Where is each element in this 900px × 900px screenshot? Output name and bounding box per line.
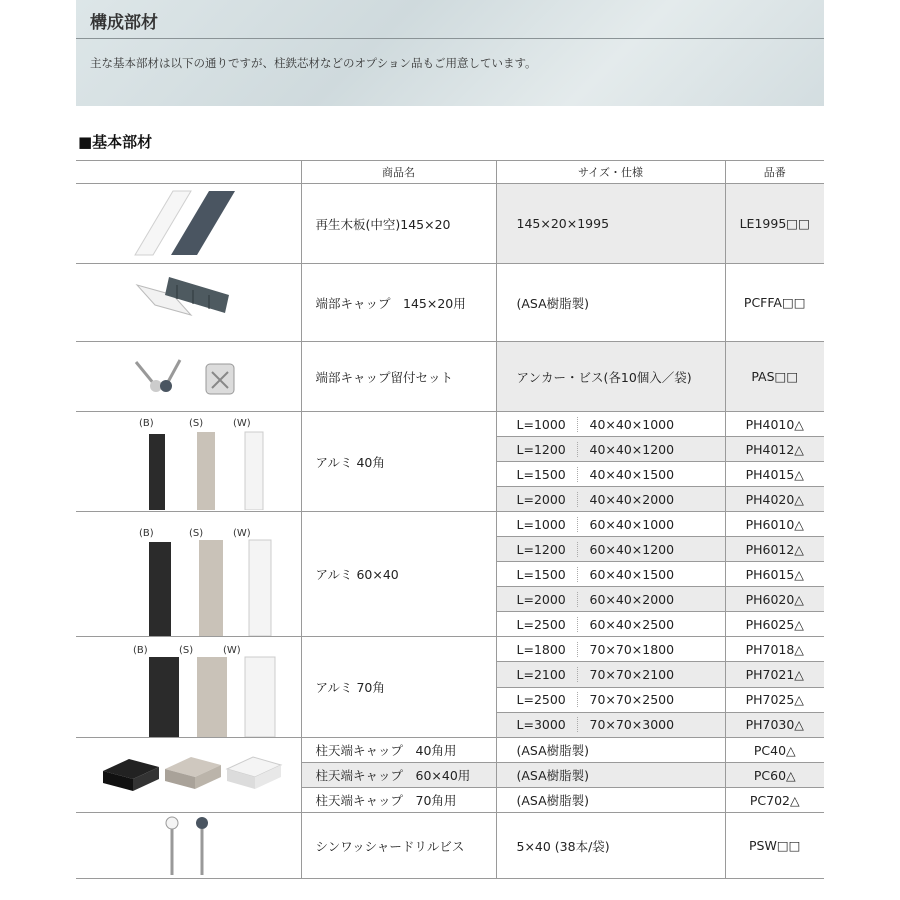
product-code: PH4010△ xyxy=(725,412,824,437)
table-row xyxy=(76,512,824,537)
size-spec: L=1000 40×40×1000 xyxy=(496,412,725,437)
product-code: PH4012△ xyxy=(725,437,824,462)
alu-60x40-image xyxy=(76,512,301,637)
table-row xyxy=(76,184,824,264)
table-row xyxy=(76,738,824,763)
product-name: アルミ 70角 xyxy=(301,637,496,738)
product-spec: 5×40 (38本/袋) xyxy=(496,813,725,879)
size-spec: L=1500 60×40×1500 xyxy=(496,562,725,587)
size-spec: L=2500 70×70×2500 xyxy=(496,687,725,712)
product-spec: (ASA樹脂製) xyxy=(496,264,725,342)
header-code: 品番 xyxy=(725,161,824,184)
color-label-b: (B) xyxy=(139,418,154,429)
product-spec: 145×20×1995 xyxy=(496,184,725,264)
color-label-s: (S) xyxy=(189,528,204,539)
product-code: PH6020△ xyxy=(725,587,824,612)
product-code: PH6015△ xyxy=(725,562,824,587)
product-code: PH6012△ xyxy=(725,537,824,562)
table-row xyxy=(76,342,824,412)
product-code: PH6025△ xyxy=(725,612,824,637)
product-spec: (ASA樹脂製) xyxy=(496,788,725,813)
size-spec: L=1200 60×40×1200 xyxy=(496,537,725,562)
product-name: アルミ 60×40 xyxy=(301,512,496,637)
banner-title: 構成部材 xyxy=(90,13,158,33)
product-code: PH4020△ xyxy=(725,487,824,512)
product-code: PSW□□ xyxy=(725,813,824,879)
color-label-w: (W) xyxy=(223,645,241,656)
size-spec: L=2500 60×40×2500 xyxy=(496,612,725,637)
header-name: 商品名 xyxy=(301,161,496,184)
color-label-b: (B) xyxy=(139,528,154,539)
color-label-w: (W) xyxy=(233,418,251,429)
alu-40-image xyxy=(76,412,301,512)
banner-description: 主な基本部材は以下の通りですが、柱鉄芯材などのオプション品もご用意しています。 xyxy=(90,56,537,70)
product-name: 柱天端キャップ 60×40用 xyxy=(301,763,496,788)
table-row xyxy=(76,264,824,342)
board-image xyxy=(76,184,301,264)
table-row xyxy=(76,813,824,879)
color-label-s: (S) xyxy=(189,418,204,429)
parts-table xyxy=(76,160,824,879)
product-spec: (ASA樹脂製) xyxy=(496,763,725,788)
product-code: PH7025△ xyxy=(725,687,824,712)
product-name: アルミ 40角 xyxy=(301,412,496,512)
color-label-w: (W) xyxy=(233,528,251,539)
product-code: PC40△ xyxy=(725,738,824,763)
product-name: 端部キャップ留付セット xyxy=(301,342,496,412)
header-spec: サイズ・仕様 xyxy=(496,161,725,184)
product-spec: (ASA樹脂製) xyxy=(496,738,725,763)
size-spec: L=2100 70×70×2100 xyxy=(496,662,725,687)
size-spec: L=3000 70×70×3000 xyxy=(496,712,725,737)
size-spec: L=1200 40×40×1200 xyxy=(496,437,725,462)
table-row xyxy=(76,412,824,437)
product-code: LE1995□□ xyxy=(725,184,824,264)
product-code: PH7030△ xyxy=(725,712,824,737)
banner-divider xyxy=(76,38,824,39)
product-name: シンワッシャードリルビス xyxy=(301,813,496,879)
screw-set-image xyxy=(76,342,301,412)
product-code: PC702△ xyxy=(725,788,824,813)
end-cap-image xyxy=(76,264,301,342)
product-code: PH7021△ xyxy=(725,662,824,687)
intro-banner xyxy=(76,0,824,106)
size-spec: L=2000 40×40×2000 xyxy=(496,487,725,512)
size-spec: L=1000 60×40×1000 xyxy=(496,512,725,537)
color-label-b: (B) xyxy=(133,645,148,656)
product-name: 柱天端キャップ 40角用 xyxy=(301,738,496,763)
product-name: 柱天端キャップ 70角用 xyxy=(301,788,496,813)
header-image xyxy=(76,161,301,184)
size-spec: L=2000 60×40×2000 xyxy=(496,587,725,612)
product-code: PH4015△ xyxy=(725,462,824,487)
product-code: PAS□□ xyxy=(725,342,824,412)
alu-70-image xyxy=(76,637,301,738)
table-row xyxy=(76,637,824,662)
product-spec: アンカー・ビス(各10個入／袋) xyxy=(496,342,725,412)
product-code: PCFFA□□ xyxy=(725,264,824,342)
drill-screw-image xyxy=(76,813,301,879)
product-code: PH7018△ xyxy=(725,637,824,662)
size-spec: L=1800 70×70×1800 xyxy=(496,637,725,662)
section-heading: ■基本部材 xyxy=(78,133,153,151)
product-code: PH6010△ xyxy=(725,512,824,537)
product-name: 端部キャップ 145×20用 xyxy=(301,264,496,342)
top-cap-image xyxy=(76,738,301,813)
table-header-row xyxy=(76,161,824,184)
product-code: PC60△ xyxy=(725,763,824,788)
size-spec: L=1500 40×40×1500 xyxy=(496,462,725,487)
product-name: 再生木板(中空)145×20 xyxy=(301,184,496,264)
color-label-s: (S) xyxy=(179,645,194,656)
